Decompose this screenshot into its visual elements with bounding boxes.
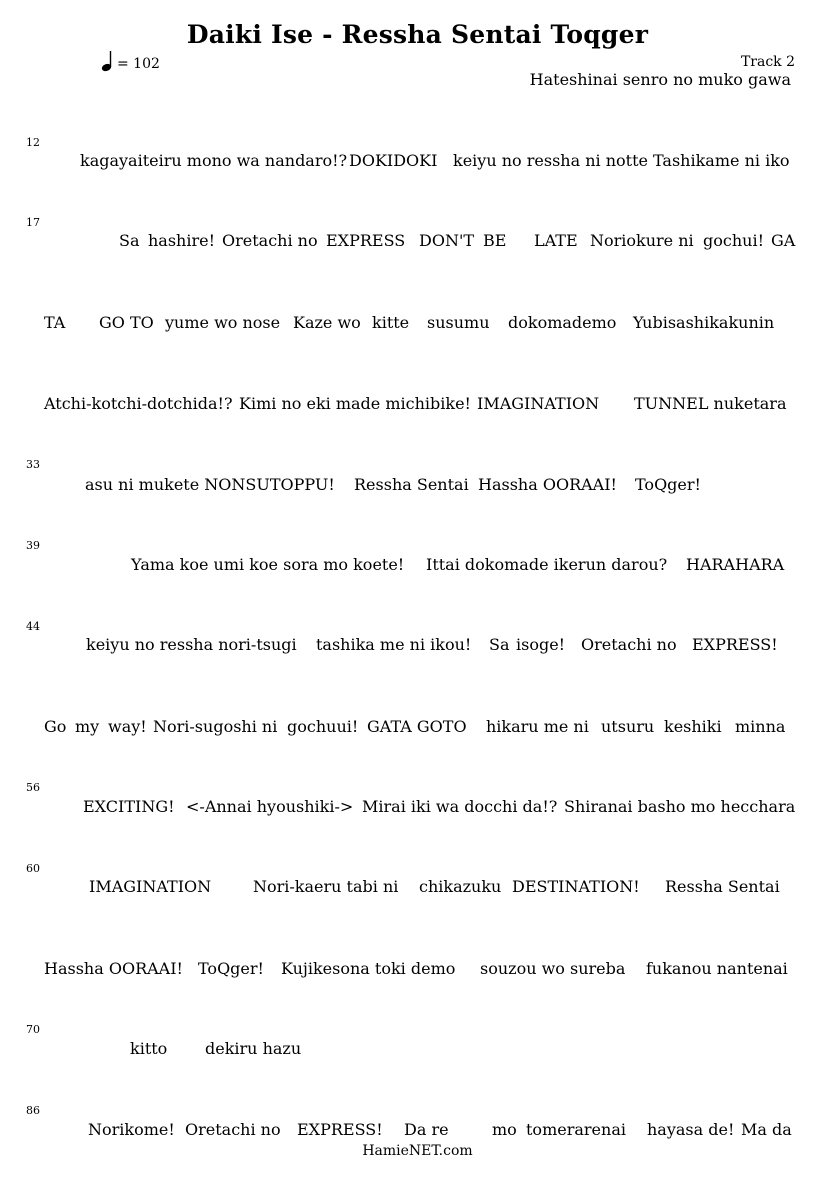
measure-number: 60 — [26, 862, 40, 875]
lyric-word: Yubisashikakunin — [633, 313, 775, 332]
measure-number: 33 — [26, 458, 40, 471]
lyric-word: DOKIDOKI — [349, 151, 438, 170]
page-title: Daiki Ise - Ressha Sentai Toqger — [186, 20, 649, 49]
lyric-word: Oretachi no — [222, 231, 318, 250]
lyric-word: Ressha Sentai — [665, 877, 780, 896]
quarter-note-icon — [100, 50, 114, 72]
measure-number: 39 — [26, 539, 40, 552]
lyric-word: Ressha Sentai — [354, 475, 469, 494]
lyric-word: Sa — [489, 635, 510, 654]
lyric-word: tomerarenai — [526, 1120, 626, 1139]
lyric-word: Go — [44, 717, 67, 736]
lyric-word: Norikome! — [88, 1120, 175, 1139]
tempo-value: = 102 — [117, 56, 160, 72]
lyric-line — [0, 394, 835, 416]
lyric-word: ToQger! — [635, 475, 701, 494]
lyric-line — [0, 313, 835, 335]
lyric-word: keshiki — [664, 717, 722, 736]
lyric-word: mo — [492, 1120, 517, 1139]
lyric-word: Kimi no eki made michibike! — [239, 394, 471, 413]
lyric-word: GO TO — [99, 313, 154, 332]
lyric-word: isoge! — [516, 635, 566, 654]
lyric-word: EXPRESS! — [297, 1120, 383, 1139]
lyric-word: LATE — [534, 231, 578, 250]
lyric-word: kitto — [130, 1039, 168, 1058]
lyric-word: BE — [483, 231, 507, 250]
lyric-word: IMAGINATION — [477, 394, 600, 413]
lyric-word: chikazuku — [419, 877, 502, 896]
lyric-line — [0, 877, 835, 899]
lyric-word: Kujikesona toki demo — [281, 959, 456, 978]
lyric-word: minna — [735, 717, 786, 736]
lyric-word: GA — [771, 231, 796, 250]
lyric-word: hikaru me ni — [486, 717, 589, 736]
tempo-marking — [100, 50, 160, 72]
lyric-word: Kaze wo — [293, 313, 361, 332]
first-lyric-line: Hateshinai senro no muko gawa — [529, 70, 791, 89]
lyric-word: my — [75, 717, 100, 736]
lyric-word: souzou wo sureba — [480, 959, 626, 978]
lyric-word: Ma da — [741, 1120, 792, 1139]
lyric-line — [0, 1120, 835, 1142]
footer-credit: HamieNET.com — [362, 1143, 473, 1159]
lyric-word: IMAGINATION — [89, 877, 212, 896]
lyric-word: Sa — [119, 231, 140, 250]
lyric-word: keiyu no ressha ni notte — [453, 151, 648, 170]
lyric-word: TA — [44, 313, 66, 332]
lyric-line — [0, 231, 835, 253]
lyric-word: hayasa de! — [647, 1120, 735, 1139]
lyric-word: dokomademo — [508, 313, 617, 332]
lyric-word: keiyu no ressha nori-tsugi — [86, 635, 297, 654]
lyric-word: Atchi-kotchi-dotchida!? — [44, 394, 233, 413]
measure-number: 70 — [26, 1023, 40, 1036]
lyric-word: HARAHARA — [686, 555, 785, 574]
lyric-word: Da re — [404, 1120, 449, 1139]
lyric-word: Noriokure ni — [590, 231, 694, 250]
lyric-word: Nori-kaeru tabi ni — [253, 877, 399, 896]
lyric-word: <-Annai hyoushiki-> — [186, 797, 354, 816]
lyric-line — [0, 717, 835, 739]
lyric-word: ToQger! — [198, 959, 264, 978]
lyric-word: Tashikame ni iko — [653, 151, 790, 170]
lyric-word: hashire! — [148, 231, 216, 250]
lyric-line — [0, 797, 835, 819]
lyric-word: yume wo nose — [165, 313, 281, 332]
lyric-word: Hassha OORAAI! — [44, 959, 183, 978]
lyric-word: Mirai iki wa docchi da!? — [362, 797, 558, 816]
lyric-word: Nori-sugoshi ni — [153, 717, 278, 736]
lyric-word: way! — [108, 717, 147, 736]
lyric-line — [0, 1039, 835, 1061]
lyric-line — [0, 475, 835, 497]
lyric-word: TUNNEL nuketara — [634, 394, 787, 413]
lyric-line — [0, 151, 835, 173]
lyric-word: Oretachi no — [185, 1120, 281, 1139]
lyric-line — [0, 959, 835, 981]
lyric-word: gochuui! — [287, 717, 359, 736]
measure-number: 44 — [26, 620, 40, 633]
lyric-word: EXCITING! — [83, 797, 175, 816]
lyric-word: Hassha OORAAI! — [478, 475, 617, 494]
lyric-word: EXPRESS! — [692, 635, 778, 654]
lyric-word: Shiranai basho mo hecchara — [564, 797, 796, 816]
lyric-line — [0, 555, 835, 577]
track-label: Track 2 — [740, 54, 795, 70]
lyric-word: gochui! — [703, 231, 764, 250]
lyric-line — [0, 635, 835, 657]
measure-number: 86 — [26, 1104, 40, 1117]
lyric-word: EXPRESS — [326, 231, 406, 250]
lyric-word: Oretachi no — [581, 635, 677, 654]
lyric-word: Ittai dokomade ikerun darou? — [426, 555, 668, 574]
measure-number: 56 — [26, 781, 40, 794]
lyric-word: GATA GOTO — [367, 717, 467, 736]
lyric-word: dekiru hazu — [205, 1039, 302, 1058]
lyric-word: Yama koe umi koe sora mo koete! — [131, 555, 405, 574]
measure-number: 17 — [26, 216, 40, 229]
lyric-word: utsuru — [601, 717, 655, 736]
lyric-word: DESTINATION! — [512, 877, 640, 896]
lyric-word: susumu — [427, 313, 490, 332]
lyric-word: DON'T — [419, 231, 475, 250]
lyric-word: kitte — [372, 313, 410, 332]
lyric-word: kagayaiteiru mono wa nandaro!? — [80, 151, 348, 170]
lyric-word: fukanou nantenai — [646, 959, 788, 978]
lyric-word: tashika me ni ikou! — [316, 635, 472, 654]
measure-number: 12 — [26, 136, 40, 149]
lyric-word: asu ni mukete NONSUTOPPU! — [85, 475, 335, 494]
